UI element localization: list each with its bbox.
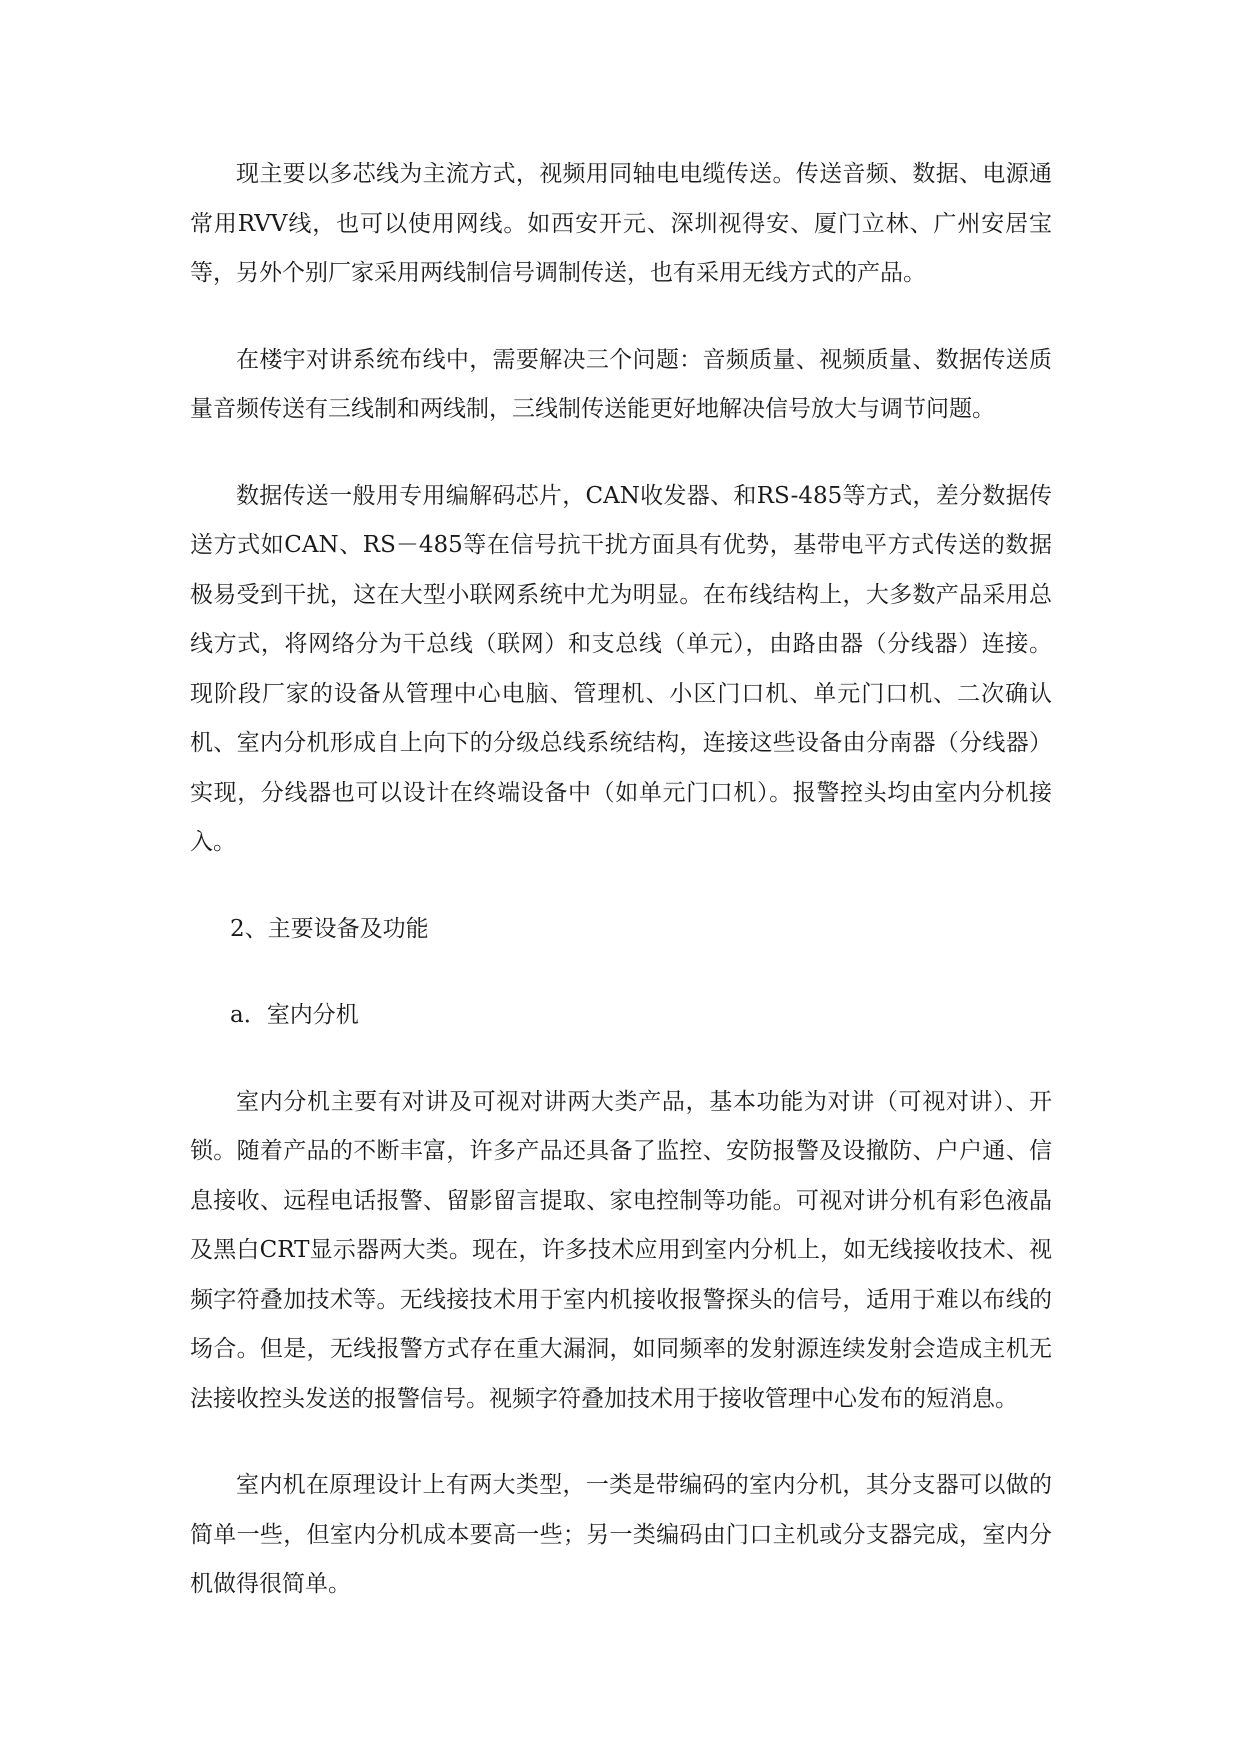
paragraph-indoor-unit-features: 室内分机主要有对讲及可视对讲两大类产品，基本功能为对讲（可视对讲）、开锁。随着产品的不断丰富，许多产品还具备了监控、安防报警及设撤防、户户通、信息接收、远程电话报警、留影留言提取、家电控制等功能。可视对讲分机有彩色液晶及黑白CRT显示器两大类。现在，许多技术应用到室内分机上，如无线接收技术、视频字符叠加技术等。无线接技术用于室内机接收报警探头的信号，适用于难以布线的场合。但是，无线报警方式存在重大漏洞，如同频率的发射源连续发射会造成主机无法接收控头发送的报警信号。视频字符叠加技术用于接收管理中心发布的短消息。 <box>190 1088 1052 1412</box>
document-body <box>190 150 1052 1647</box>
subsection-heading-indoor-unit: a．室内分机 <box>230 1002 359 1028</box>
paragraph-indoor-unit-types: 室内机在原理设计上有两大类型，一类是带编码的室内分机，其分支器可以做的简单一些，但室内分机成本要高一些；另一类编码由门口主机或分支器完成，室内分机做得很简单。 <box>190 1472 1052 1597</box>
section-heading-main-equipment: 2、主要设备及功能 <box>230 915 429 942</box>
paragraph-audio-quality: 在楼宇对讲系统布线中，需要解决三个问题：音频质量、视频质量、数据传送质量音频传送有三线制和两线制，三线制传送能更好地解决信号放大与调节问题。 <box>190 346 1052 422</box>
paragraph-cabling-methods: 现主要以多芯线为主流方式，视频用同轴电电缆传送。传送音频、数据、电源通常用RVV线，也可以使用网线。如西安开元、深圳视得安、厦门立林、广州安居宝等，另外个别厂家采用两线制信号调制传送，也有采用无线方式的产品。 <box>190 161 1052 286</box>
paragraph-data-transmission: 数据传送一般用专用编解码芯片，CAN收发器、和RS-485等方式，差分数据传送方式如CAN、RS－485等在信号抗干扰方面具有优势，基带电平方式传送的数据极易受到干扰，这在大型小联网系统中尤为明显。在布线结构上，大多数产品采用总线方式，将网络分为干总线（联网）和支总线（单元），由路由器（分线器）连接。现阶段厂家的设备从管理中心电脑、管理机、小区门口机、单元门口机、二次确认机、室内分机形成自上向下的分级总线系统结构，连接这些设备由分南器（分线器）实现，分线器也可以设计在终端设备中（如单元门口机）。报警控头均由室内分机接入。 <box>190 482 1052 855</box>
